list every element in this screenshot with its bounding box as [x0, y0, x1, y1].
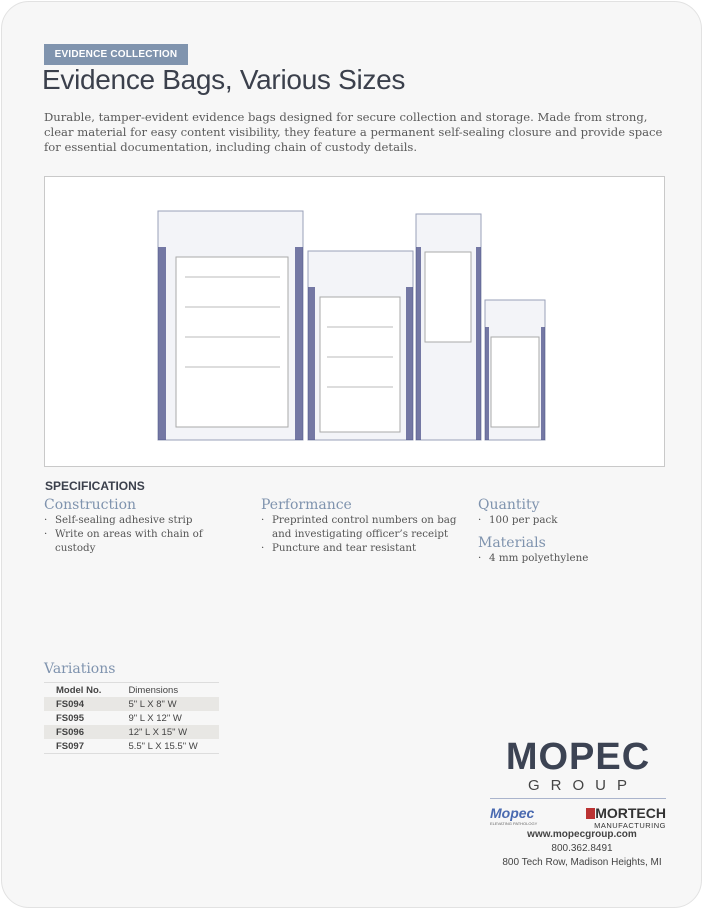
- category-badge: EVIDENCE COLLECTION: [44, 44, 188, 65]
- model-cell: FS094: [44, 697, 116, 711]
- logo-sub: GROUP: [527, 777, 638, 794]
- spec-item: · Puncture and tear resistant: [261, 541, 461, 555]
- table-row: [44, 697, 219, 711]
- product-image: [44, 176, 665, 467]
- model-cell: FS095: [56, 712, 84, 724]
- variations-table: [44, 682, 219, 754]
- table-row: [44, 739, 219, 754]
- quantity-title: Quantity: [478, 497, 540, 513]
- address: 800 Tech Row, Madison Heights, MI: [502, 857, 662, 868]
- dimension-cell: 5.5" L X 15.5" W: [116, 739, 219, 754]
- construction-title: Construction: [44, 497, 137, 513]
- spec-item: · Write on areas with chain of custody: [44, 527, 244, 555]
- dimension-cell: 12" L X 15" W: [116, 725, 219, 739]
- mortech-brand: MORTECH: [595, 805, 666, 821]
- evidence-bags-illustration: [45, 177, 664, 466]
- mopec-tagline: ELEVATING PATHOLOGY: [490, 821, 538, 826]
- construction-section: [44, 497, 244, 555]
- mortech-sub: MANUFACTURING: [594, 821, 666, 830]
- product-description: Durable, tamper-evident evidence bags designed for secure collection and storage. Made from strong, clear material for easy content visibility, they feature a permanent self-sealing closure and provide space for essential documentation, including chain of custody details.: [44, 110, 663, 154]
- performance-title: Performance: [261, 497, 352, 513]
- model-cell: FS096: [44, 725, 116, 739]
- spec-item: · Self-sealing adhesive strip: [44, 513, 244, 527]
- spec-item: · 100 per pack: [478, 513, 668, 527]
- mopec-group-logo: [490, 737, 666, 830]
- page-title: Evidence Bags, Various Sizes: [42, 64, 406, 95]
- spec-item: · Preprinted control numbers on bag and investigating officer’s receipt: [261, 513, 461, 541]
- logo-wordmark: MOPEC: [505, 736, 651, 778]
- quantity-section: [478, 497, 668, 565]
- mortech-mark-icon: [586, 808, 595, 819]
- materials-title: Materials: [478, 535, 546, 551]
- specifications-heading: SPECIFICATIONS: [45, 479, 145, 493]
- datasheet-page: [1, 1, 702, 908]
- website-link[interactable]: www.mopecgroup.com: [527, 829, 637, 840]
- dimension-cell: 9" L X 12" W: [128, 712, 182, 724]
- performance-section: [261, 497, 461, 555]
- header-dimensions: Dimensions: [116, 683, 219, 698]
- model-cell: FS097: [44, 739, 116, 754]
- mopec-brand: Mopec: [490, 805, 535, 821]
- dimension-cell: 5" L X 8" W: [116, 697, 219, 711]
- table-row: [44, 725, 219, 739]
- table-row: [44, 711, 219, 725]
- variations-title: Variations: [44, 661, 116, 677]
- spec-item: · 4 mm polyethylene: [478, 551, 668, 565]
- header-model: Model No.: [44, 683, 116, 698]
- phone-number: 800.362.8491: [551, 843, 613, 854]
